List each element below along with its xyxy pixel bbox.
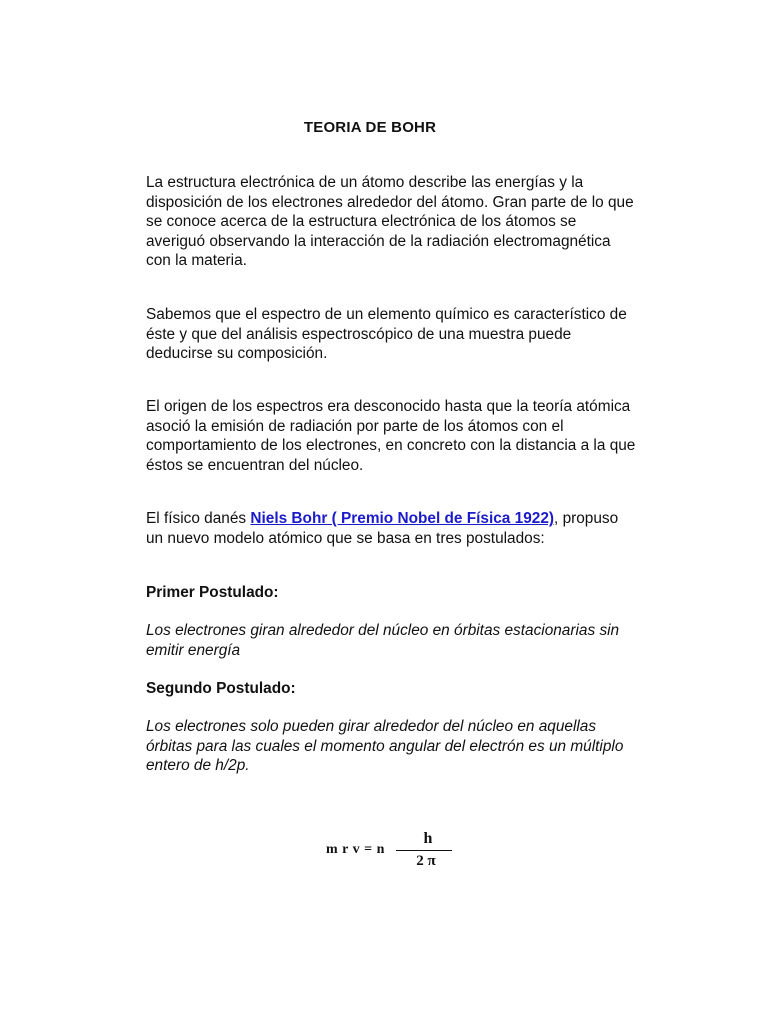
paragraph-electronic-structure: La estructura electrónica de un átomo describe las energías y la disposición de los electrones alrededor del átomo. Gran parte de lo que se conoce acerca de la estructura electrónica de los átomos se averiguó observando la interacción de la radiación electromagnética con la materia.	[146, 174, 634, 270]
first-postulate-heading: Primer Postulado:	[146, 584, 279, 601]
paragraph-spectrum: Sabemos que el espectro de un elemento químico es característico de éste y que del análisis espectroscópico de una muestra puede deducirse su composición.	[146, 306, 627, 363]
paragraph-bohr-intro: El físico danés	[146, 510, 251, 527]
paragraph-spectra-origin: El origen de los espectros era desconocido hasta que la teoría atómica asoció la emisión de radiación por parte de los átomos con el comportamiento de los electrones, en concreto con la distancia a la que éstos se encuentran del núcleo.	[146, 398, 636, 474]
angular-momentum-formula	[326, 830, 456, 874]
formula-denominator: 2 π	[416, 853, 436, 869]
fraction-bar	[396, 850, 452, 851]
formula-lhs: m r v = n	[326, 842, 385, 857]
paragraph-bohr-rest: , propuso un nuevo modelo atómico que se basa en tres postulados:	[146, 510, 619, 547]
second-postulate-text: Los electrones solo pueden girar alrededor del núcleo en aquellas órbitas para las cuales el momento angular del electrón es un múltiplo entero de h/2p.	[146, 718, 624, 775]
niels-bohr-link[interactable]: Niels Bohr ( Premio Nobel de Física 1922)	[250, 510, 555, 527]
formula-numerator: h	[423, 830, 433, 847]
second-postulate-heading: Segundo Postulado:	[146, 680, 296, 697]
paragraph-bohr-model	[146, 509, 636, 548]
first-postulate-text: Los electrones giran alrededor del núcleo en órbitas estacionarias sin emitir energía	[146, 622, 620, 659]
document-title: TEORIA DE BOHR	[303, 119, 437, 136]
